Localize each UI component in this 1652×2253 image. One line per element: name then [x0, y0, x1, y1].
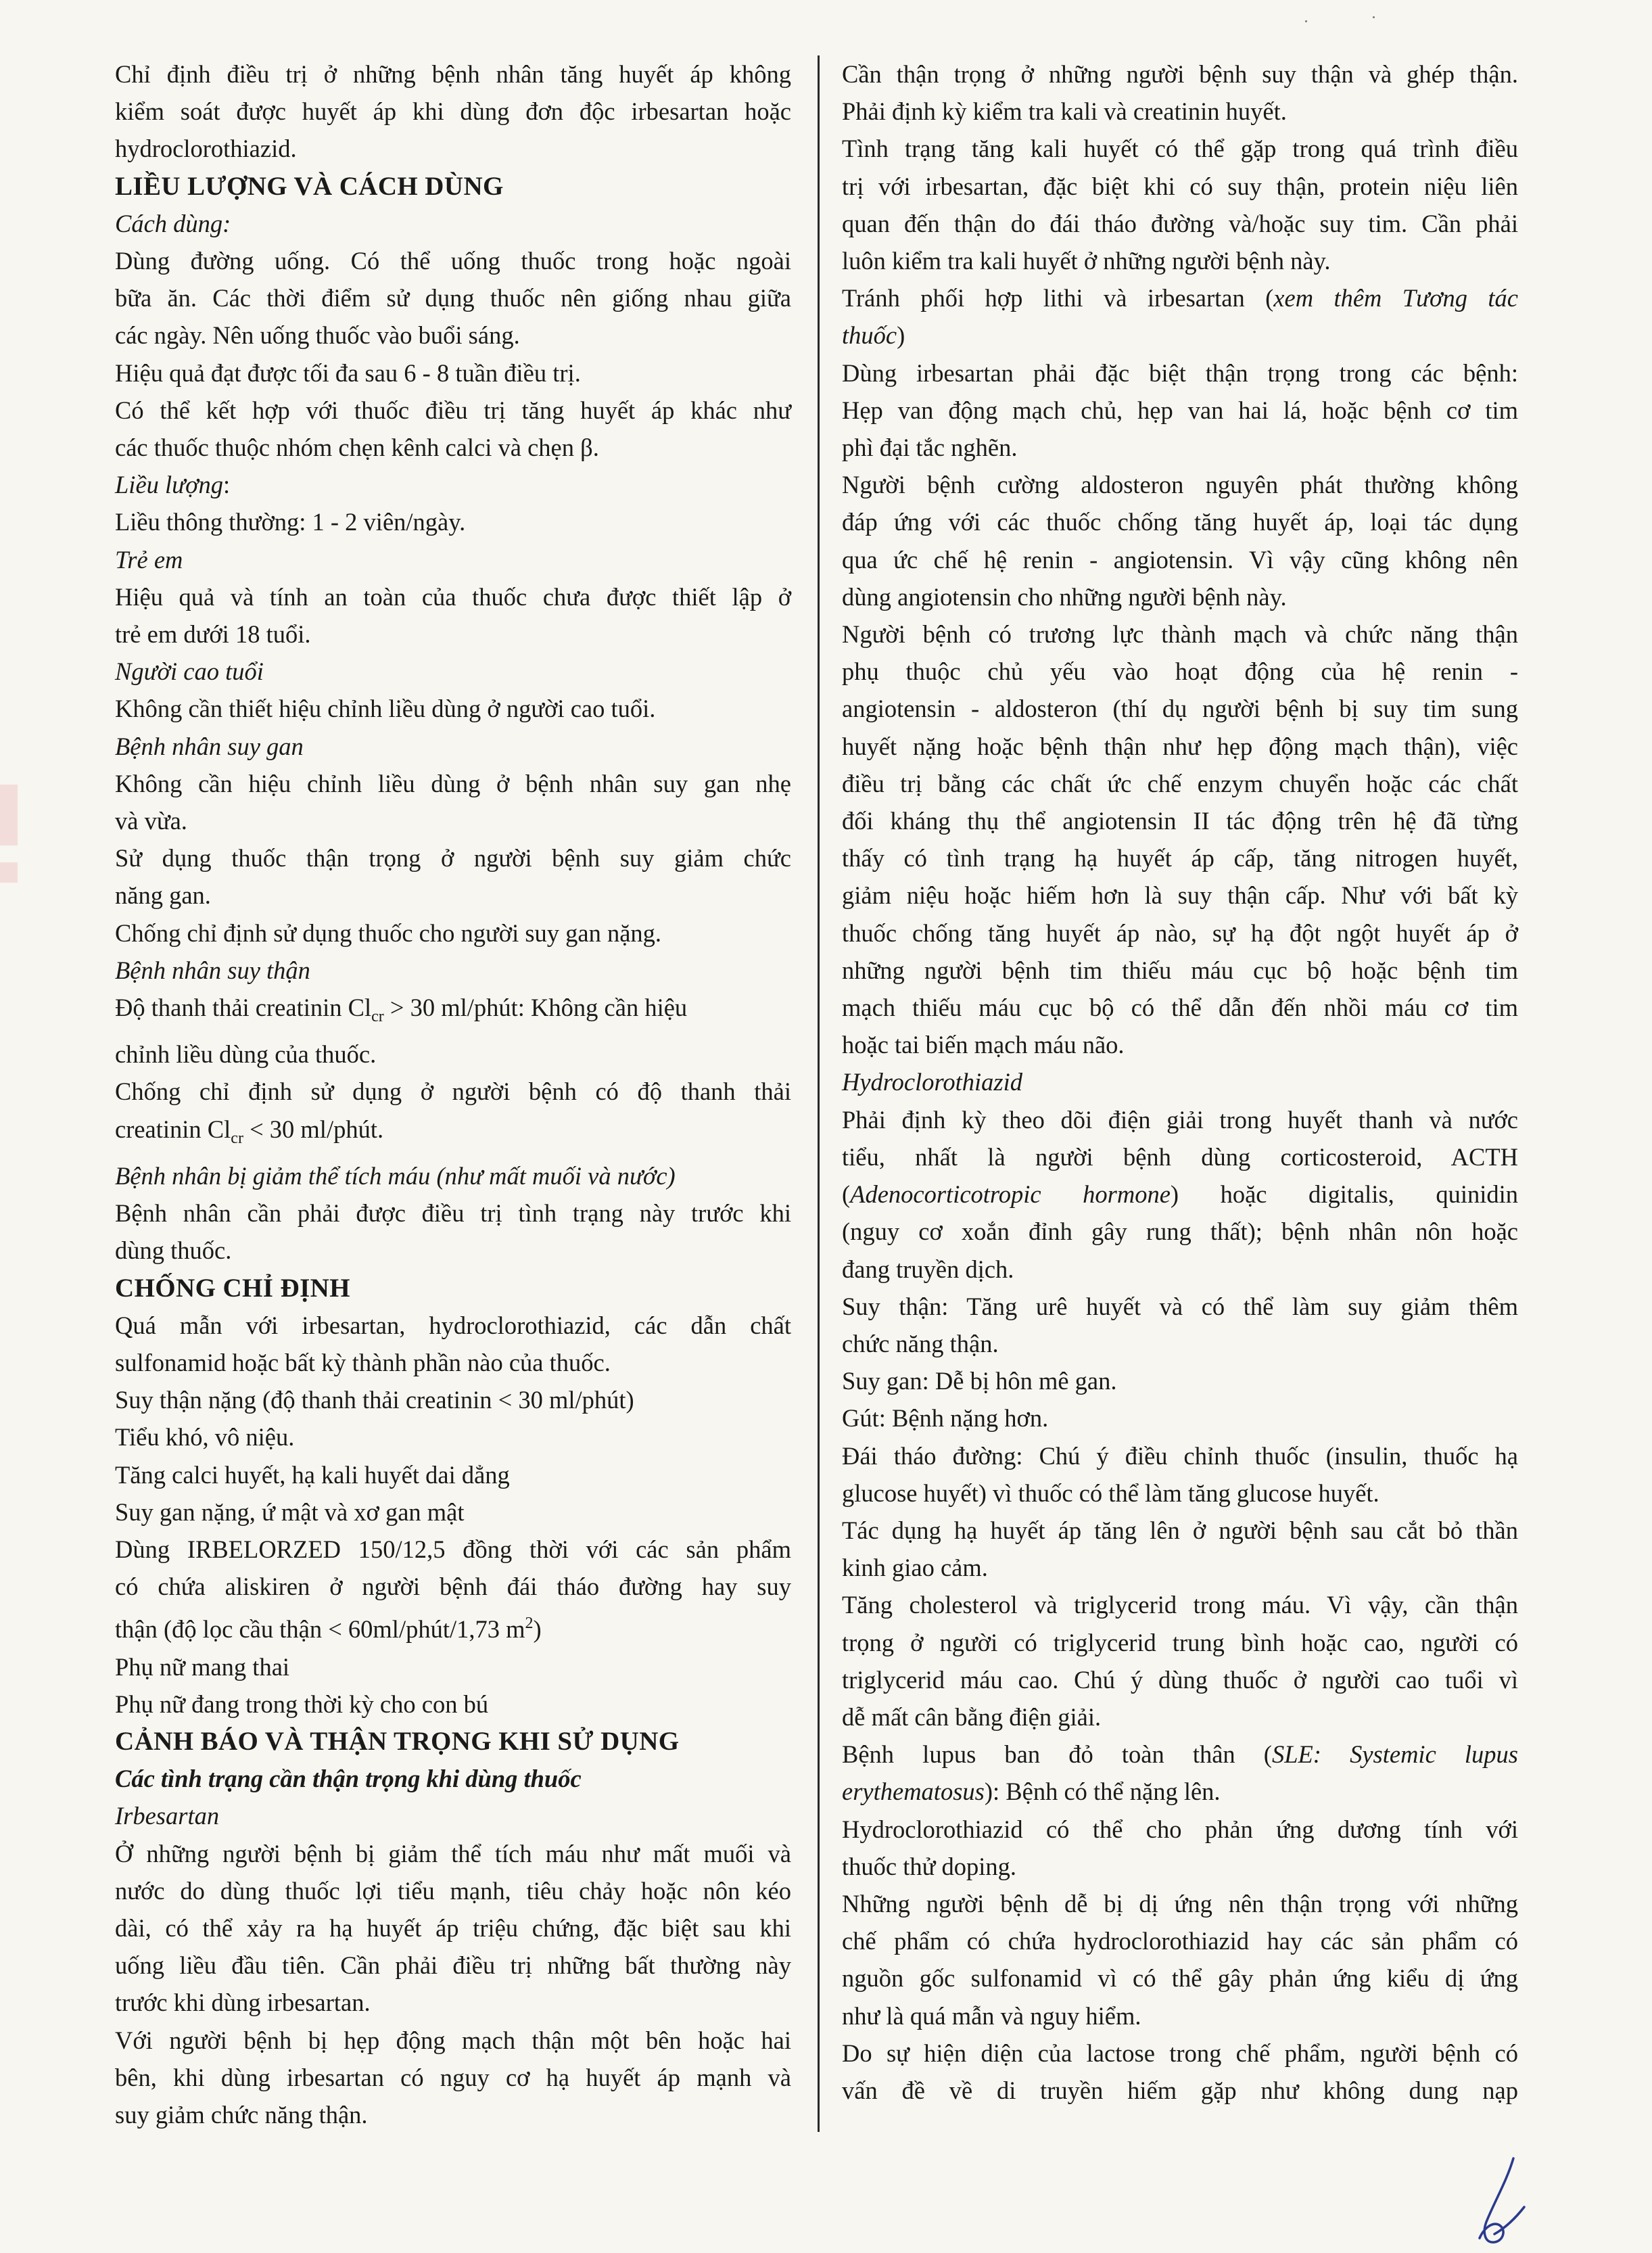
text-line: bữa ăn. Các thời điểm sử dụng thuốc nên giống nhau giữa	[115, 284, 791, 312]
section-heading-dosage: LIỀU LƯỢNG VÀ CÁCH DÙNG	[115, 171, 504, 201]
text-line: các thuốc thuộc nhóm chẹn kênh calci và chẹn β.	[115, 434, 599, 462]
text-line: dễ mất cân bằng điện giải.	[842, 1702, 1102, 1731]
text-line: Hiệu quả đạt được tối đa sau 6 - 8 tuần điều trị.	[115, 358, 581, 387]
right-column	[842, 55, 1518, 2109]
text-line: glucose huyết) vì thuốc có thể làm tăng glucose huyết.	[842, 1479, 1379, 1507]
text-line: Gút: Bệnh nặng hơn.	[842, 1404, 1049, 1433]
text-line: có chứa aliskiren ở người bệnh đái tháo đường hay suy	[115, 1573, 791, 1601]
paper-speck	[1373, 16, 1375, 18]
subheading-elderly: Người cao tuổi	[115, 657, 264, 686]
text-line: bên, khi dùng irbesartan có nguy cơ hạ huyết áp mạnh và	[115, 2063, 791, 2091]
text-line	[115, 989, 791, 1036]
text-line: sulfonamid hoặc bất kỳ thành phần nào của thuốc.	[115, 1348, 611, 1376]
text-line: Tác dụng hạ huyết áp tăng lên ở người bệnh sau cắt bỏ thần	[842, 1516, 1518, 1544]
text-line: Bệnh nhân cần phải được điều trị tình trạng này trước khi	[115, 1199, 791, 1228]
text-line: như là quá mẫn và nguy hiểm.	[842, 2001, 1141, 2030]
left-column	[115, 55, 791, 2133]
text-line: Tăng calci huyết, hạ kali huyết dai dẳng	[115, 1460, 510, 1489]
text-line: đang truyền dịch.	[842, 1255, 1014, 1283]
text-line: Hẹp van động mạch chủ, hẹp van hai lá, hoặc bệnh cơ tim	[842, 396, 1518, 424]
text-line: năng gan.	[115, 881, 211, 910]
text-line: Dùng đường uống. Có thể uống thuốc trong hoặc ngoài	[115, 247, 791, 275]
text-line: Những người bệnh dễ bị dị ứng nên thận trọng với những	[842, 1889, 1518, 1918]
text-fragment: Độ thanh thải creatinin Cl	[115, 994, 372, 1022]
text-line: quan đến thận do đái tháo đường và/hoặc suy tim. Cần phải	[842, 209, 1518, 237]
text-line: Suy thận: Tăng urê huyết và có thể làm suy giảm thêm	[842, 1292, 1518, 1320]
text-line: thuốc thử doping.	[842, 1852, 1017, 1880]
bleed-through-mark	[0, 862, 18, 883]
text-line: đáp ứng với các thuốc chống tăng huyết áp, loại tác dụng	[842, 508, 1518, 536]
text-line: Phụ nữ mang thai	[115, 1652, 290, 1681]
text-line	[842, 1176, 1518, 1213]
text-line: Với người bệnh bị hẹp động mạch thận một bên hoặc hai	[115, 2026, 791, 2054]
text-line: Dùng IRBELORZED 150/12,5 đồng thời với các sản phẩm	[115, 1535, 791, 1563]
bleed-through-mark	[0, 785, 18, 845]
text-line: kiểm soát được huyết áp khi dùng đơn độc irbesartan hoặc	[115, 97, 791, 126]
text-line: thấy có tình trạng hạ huyết áp cấp, tăng nitrogen huyết,	[842, 844, 1518, 873]
text-fragment-italic: thuốc	[842, 321, 897, 350]
text-line: Phải định kỳ kiểm tra kali và creatinin huyết.	[842, 97, 1287, 126]
text-fragment: < 30 ml/phút.	[243, 1115, 384, 1143]
text-line: triglycerid máu cao. Chú ý dùng thuốc ở người cao tuổi vì	[842, 1665, 1518, 1694]
handwritten-signature	[1474, 2154, 1528, 2249]
text-fragment: ): Bệnh có thể nặng lên.	[984, 1778, 1221, 1806]
section-heading-contraindications: CHỐNG CHỈ ĐỊNH	[115, 1273, 350, 1303]
subheading-children: Trẻ em	[115, 545, 183, 574]
text-line: Tăng cholesterol và triglycerid trong máu. Vì vậy, cần thận	[842, 1591, 1518, 1619]
text-line: Người bệnh có trương lực thành mạch và chức năng thận	[842, 620, 1518, 649]
text-fragment: thận (độ lọc cầu thận < 60ml/phút/1,73 m	[115, 1615, 525, 1644]
text-line: luôn kiểm tra kali huyết ở những người bệnh này.	[842, 247, 1331, 275]
text-fragment: creatinin Cl	[115, 1115, 231, 1143]
text-line: nước do dùng thuốc lợi tiểu mạnh, tiêu chảy hoặc nôn kéo	[115, 1876, 791, 1905]
text-line: những người bệnh tim thiếu máu cục bộ hoặc bệnh tim	[842, 956, 1518, 984]
subheading-volume: Bệnh nhân bị giảm thể tích máu (như mất muối và nước)	[115, 1161, 676, 1190]
text-line: trọng ở người có triglycerid trung bình hoặc cao, người có	[842, 1628, 1518, 1656]
text-line: tiểu, nhất là người bệnh dùng corticosteroid, ACTH	[842, 1142, 1518, 1171]
text-line: và vừa.	[115, 807, 187, 835]
text-fragment-italic: erythematosus	[842, 1778, 985, 1806]
text-line: qua ức chế hệ renin - angiotensin. Vì vậy cũng không nên	[842, 545, 1518, 574]
text-fragment-italic: xem thêm Tương tác	[1273, 284, 1518, 312]
subscript-cr: cr	[231, 1129, 243, 1147]
text-fragment: Bệnh lupus ban đỏ toàn thân (	[842, 1740, 1272, 1769]
text-line: Không cần thiết hiệu chỉnh liều dùng ở người cao tuổi.	[115, 695, 656, 723]
text-fragment: ) hoặc digitalis, quinidin	[1170, 1180, 1518, 1209]
text-line: Sử dụng thuốc thận trọng ở người bệnh suy giảm chức	[115, 844, 791, 873]
text-line	[115, 1605, 791, 1648]
text-line: Chỉ định điều trị ở những bệnh nhân tăng huyết áp không	[115, 60, 791, 88]
text-line: chức năng thận.	[842, 1329, 999, 1357]
subheading-kidney: Bệnh nhân suy thận	[115, 956, 310, 984]
text-line: dài, có thể xảy ra hạ huyết áp triệu chứng, đặc biệt sau khi	[115, 1913, 791, 1942]
subheading-caution: Các tình trạng cần thận trọng khi dùng thuốc	[115, 1765, 582, 1793]
text-line: chỉnh liều dùng của thuốc.	[115, 1040, 377, 1069]
text-line: Liều thông thường: 1 - 2 viên/ngày.	[115, 508, 466, 536]
subheading-irbesartan: Irbesartan	[115, 1802, 220, 1830]
text-line: (nguy cơ xoắn đỉnh gây rung thất); bệnh nhân nôn hoặc	[842, 1217, 1518, 1246]
text-line: phụ thuộc chủ yếu vào hoạt động của hệ renin -	[842, 657, 1518, 686]
text-line: Người bệnh cường aldosteron nguyên phát thường không	[842, 471, 1518, 499]
superscript-2: 2	[525, 1615, 534, 1633]
text-line: Không cần hiệu chỉnh liều dùng ở bệnh nhân suy gan nhẹ	[115, 769, 791, 797]
subheading-liver: Bệnh nhân suy gan	[115, 732, 304, 760]
text-line: trị với irbesartan, đặc biệt khi có suy thận, protein niệu liên	[842, 172, 1518, 200]
subheading-hydroclorothiazid: Hydroclorothiazid	[842, 1068, 1022, 1096]
subscript-cr: cr	[371, 1008, 384, 1026]
text-line: trẻ em dưới 18 tuổi.	[115, 620, 311, 649]
text-line: nguồn gốc sulfonamid vì có thể gây phản ứng kiểu dị ứng	[842, 1964, 1518, 1993]
text-line	[115, 1111, 791, 1157]
text-line: Hiệu quả và tính an toàn của thuốc chưa được thiết lập ở	[115, 582, 791, 611]
text-line: Do sự hiện diện của lactose trong chế phẩm, người bệnh có	[842, 2039, 1518, 2067]
text-line: huyết nặng hoặc bệnh thận như hẹp động mạch thận), việc	[842, 732, 1518, 760]
text-line: suy giảm chức năng thận.	[115, 2100, 368, 2129]
text-line	[842, 1773, 1518, 1810]
text-line: điều trị bằng các chất ức chế enzym chuyển hoặc các chất	[842, 769, 1518, 797]
text-line: đối kháng thụ thể angiotensin II tác động trên hệ đã từng	[842, 807, 1518, 835]
subheading-usage: Cách dùng:	[115, 209, 231, 237]
text-line: Dùng irbesartan phải đặc biệt thận trọng trong các bệnh:	[842, 358, 1518, 387]
text-line: Tiểu khó, vô niệu.	[115, 1423, 295, 1451]
column-divider	[818, 55, 820, 2132]
text-line: angiotensin - aldosteron (thí dụ người bệnh bị suy tim sung	[842, 695, 1518, 723]
paper-speck	[1305, 20, 1307, 22]
text-line: Suy gan: Dễ bị hôn mê gan.	[842, 1367, 1117, 1395]
text-line: Suy gan nặng, ứ mật và xơ gan mật	[115, 1497, 465, 1526]
text-fragment: )	[533, 1615, 542, 1644]
section-heading-warnings: CẢNH BÁO VÀ THẬN TRỌNG KHI SỬ DỤNG	[115, 1726, 680, 1756]
text-line	[842, 279, 1518, 317]
text-line: Chống chỉ định sử dụng ở người bệnh có độ thanh thải	[115, 1077, 791, 1106]
text-line: mạch thiếu máu cục bộ có thể dẫn đến nhồi máu cơ tim	[842, 994, 1518, 1022]
text-line: Phải định kỳ theo dõi điện giải trong huyết thanh và nước	[842, 1105, 1518, 1134]
text-line: Đái tháo đường: Chú ý điều chỉnh thuốc (insulin, thuốc hạ	[842, 1441, 1518, 1470]
text-line: vấn đề về di truyền hiếm gặp như không dung nạp	[842, 2076, 1518, 2104]
subheading-dose-label: Liều lượng	[115, 471, 224, 499]
text-line: giảm niệu hoặc hiếm hơn là suy thận cấp. Như với bất kỳ	[842, 881, 1518, 910]
text-line: kinh giao cảm.	[842, 1554, 988, 1582]
text-line: trước khi dùng irbesartan.	[115, 1989, 371, 2017]
text-fragment: > 30 ml/phút: Không cần hiệu	[383, 994, 688, 1022]
text-line: Suy thận nặng (độ thanh thải creatinin < 30 ml/phút)	[115, 1386, 634, 1414]
text-line: Quá mẫn với irbesartan, hydroclorothiazid, các dẫn chất	[115, 1311, 791, 1339]
text-fragment-italic: Adenocorticotropic hormone	[850, 1180, 1171, 1209]
text-line: dùng thuốc.	[115, 1236, 232, 1265]
text-line: Chống chỉ định sử dụng thuốc cho người suy gan nặng.	[115, 919, 662, 947]
text-line: dùng angiotensin cho những người bệnh này.	[842, 582, 1287, 611]
text-line: Tình trạng tăng kali huyết có thể gặp trong quá trình điều	[842, 135, 1518, 163]
text-line: Hydroclorothiazid có thể cho phản ứng dương tính với	[842, 1815, 1518, 1843]
subheading-dose-colon: :	[223, 471, 231, 499]
text-line: chế phẩm có chứa hydroclorothiazid hay các sản phẩm có	[842, 1927, 1518, 1955]
text-line: phì đại tắc nghẽn.	[842, 434, 1018, 462]
text-fragment-italic: SLE: Systemic lupus	[1271, 1740, 1518, 1769]
text-fragment: Tránh phối hợp lithi và irbesartan (	[842, 284, 1274, 312]
text-line: hoặc tai biến mạch máu não.	[842, 1031, 1125, 1059]
text-line	[842, 1736, 1518, 1773]
text-line: Ở những người bệnh bị giảm thể tích máu như mất muối và	[115, 1839, 791, 1867]
text-line: Cần thận trọng ở những người bệnh suy thận và ghép thận.	[842, 60, 1518, 88]
text-line: các ngày. Nên uống thuốc vào buổi sáng.	[115, 321, 520, 350]
text-line: Có thể kết hợp với thuốc điều trị tăng huyết áp khác như	[115, 396, 791, 424]
subheading-dose	[115, 466, 791, 503]
text-fragment: (	[842, 1180, 851, 1209]
text-line: thuốc chống tăng huyết áp nào, sự hạ đột ngột huyết áp ở	[842, 919, 1518, 947]
text-line: hydroclorothiazid.	[115, 135, 297, 163]
text-line: Phụ nữ đang trong thời kỳ cho con bú	[115, 1690, 489, 1718]
text-line	[842, 317, 1518, 354]
text-line: uống liều đầu tiên. Cần phải điều trị những bất thường này	[115, 1951, 791, 1980]
text-fragment: )	[897, 321, 905, 350]
